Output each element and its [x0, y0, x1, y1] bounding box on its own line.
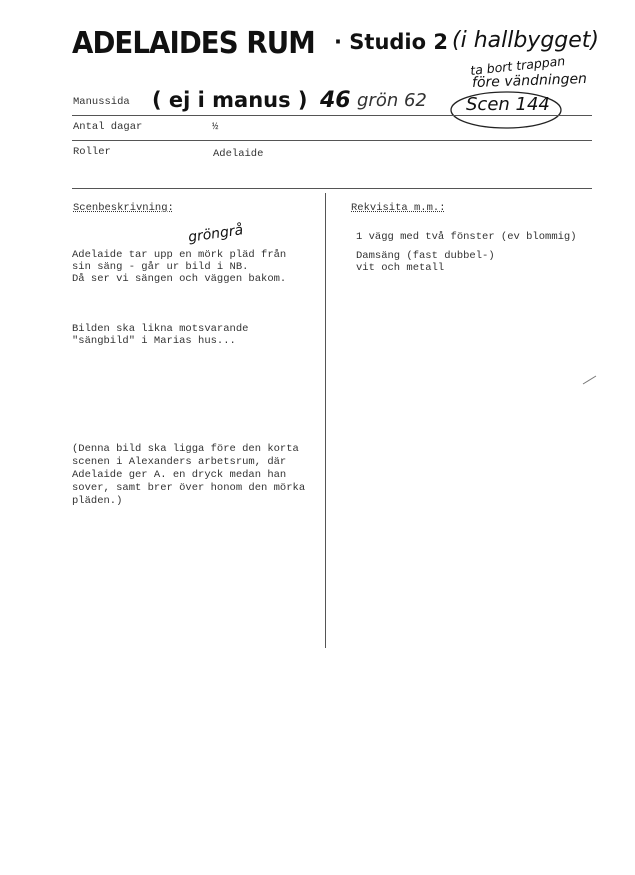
para3-line4: sover, samt brer över honom den mörka: [72, 482, 306, 494]
document-title: ADELAIDES RUM: [72, 26, 315, 61]
rekvisita-item-2-line2: vit och metall: [356, 262, 445, 274]
location-note: (i hallbygget): [452, 28, 599, 53]
roller-label: Roller: [73, 146, 111, 158]
manussida-label: Manussida: [73, 96, 130, 108]
manussida-value: ( ej i manus ): [152, 88, 308, 112]
extra-note-line2: före vändningen: [471, 70, 588, 92]
page-reference: grön 62: [357, 90, 427, 111]
scene-number: Scen 144: [466, 94, 550, 115]
divider-1: [72, 115, 592, 116]
antal-dagar-label: Antal dagar: [73, 121, 143, 133]
column-divider: [325, 193, 326, 648]
para3-line2: scenen i Alexanders arbetsrum, där: [72, 456, 287, 468]
para2-line2: "sängbild" i Marias hus...: [72, 335, 236, 347]
insert-note: gröngrå: [187, 222, 245, 246]
antal-dagar-value: ½: [212, 121, 219, 133]
para3-line1: (Denna bild ska ligga före den korta: [72, 443, 299, 455]
studio-label: · Studio 2: [334, 30, 448, 54]
para3-line5: pläden.): [72, 495, 123, 507]
para2-line1: Bilden ska likna motsvarande: [72, 323, 249, 335]
rekvisita-heading: Rekvisita m.m.:: [351, 202, 446, 214]
rekvisita-item-1: 1 vägg med två fönster (ev blommig): [356, 231, 577, 243]
para1-line3: Då ser vi sängen och väggen bakom.: [72, 273, 287, 285]
page-number: 46: [320, 88, 351, 113]
divider-3: [72, 188, 592, 189]
scenbeskrivning-heading: Scenbeskrivning:: [73, 202, 174, 214]
para1-line2: sin säng - går ur bild i NB.: [72, 261, 249, 273]
rekvisita-item-2-line1: Damsäng (fast dubbel-): [356, 250, 495, 262]
para1-line1: Adelaide tar upp en mörk pläd från: [72, 249, 287, 261]
para3-line3: Adelaide ger A. en dryck medan han: [72, 469, 287, 481]
extra-note-line1: ta bort trappan: [469, 53, 566, 78]
roller-value: Adelaide: [213, 148, 264, 160]
stray-pen-mark: [582, 374, 598, 386]
divider-2: [72, 140, 592, 141]
